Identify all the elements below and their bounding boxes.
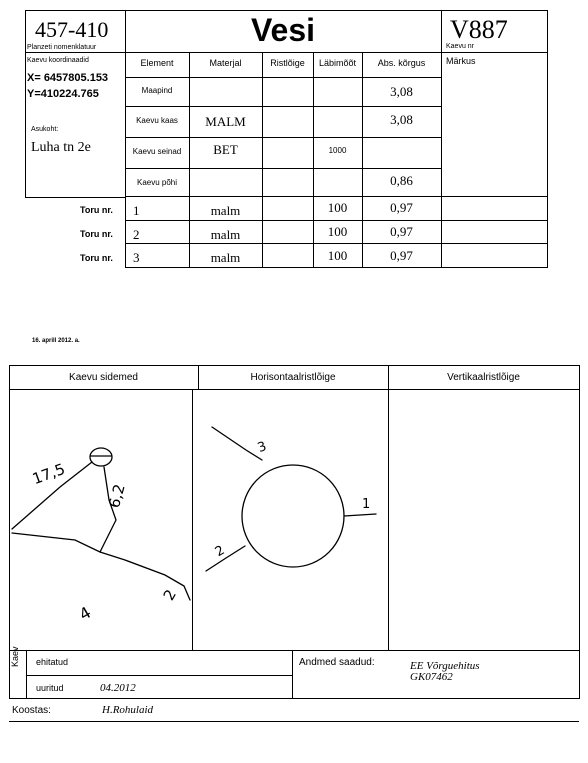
well-id: V887: [450, 15, 508, 44]
pipe-nr: 3: [133, 250, 140, 265]
page-title: Vesi: [250, 12, 316, 48]
annotation-length: 17,5: [29, 459, 68, 489]
sheet-number: 457-410: [35, 17, 109, 42]
col-header-element: Element: [140, 58, 174, 68]
annotation-pipe: 3: [255, 439, 269, 456]
built-label: ehitatud: [36, 657, 69, 667]
surveyed-label: uuritud: [36, 683, 64, 693]
well-id-caption: Kaevu nr: [446, 43, 475, 50]
col-header-notes: Märkus: [446, 56, 476, 66]
pipe-diameter: 100: [327, 248, 348, 263]
pipe-nr: 2: [133, 227, 140, 242]
pipe-height: 0,97: [390, 200, 413, 215]
location-label: Asukoht:: [31, 126, 59, 133]
row-element: Maapind: [141, 86, 173, 95]
pipe-material: malm: [210, 203, 241, 218]
pipe-label: Toru nr.: [80, 253, 113, 263]
coords-label: Kaevu koordinaadid: [27, 57, 89, 64]
sheet-caption: Planzeti nomenklatuur: [27, 44, 97, 51]
row-height: 0,86: [390, 173, 413, 188]
coord-y: Y=410224.765: [27, 88, 99, 100]
pipe-material: malm: [210, 250, 241, 265]
coord-x: X= 6457805.153: [27, 72, 109, 84]
col-header-material: Materjal: [209, 58, 242, 68]
compiled-value: H.Rohulaid: [102, 704, 154, 716]
pipe-nr: 1: [133, 203, 140, 218]
row-height: 3,08: [390, 84, 413, 99]
panel-title-connections: Kaevu sidemed: [69, 372, 138, 383]
pipe-material: malm: [210, 227, 241, 242]
data-source-value: EE Võrguehitus: [410, 660, 480, 672]
pipe-height: 0,97: [390, 224, 413, 239]
document-date: 16. aprill 2012. a.: [32, 338, 80, 344]
pipe-diameter: 100: [327, 200, 348, 215]
well-section-circle: [242, 465, 344, 567]
pipe-diameter: 100: [327, 224, 348, 239]
row-material: MALM: [205, 114, 246, 129]
row-height: 3,08: [390, 112, 413, 127]
panel-title-horizontal: Horisontaalristlõige: [250, 372, 336, 383]
row-material: BET: [213, 142, 238, 157]
annotation-length: 6,2: [105, 482, 129, 510]
row-element: Kaevu seinad: [132, 147, 182, 156]
compiled-label: Koostas:: [12, 705, 51, 716]
row-element: Kaevu kaas: [136, 116, 178, 125]
row-element: Kaevu põhi: [136, 178, 178, 187]
pipe-line-1-section: [344, 514, 376, 516]
pipe-line-2-section: [206, 546, 245, 571]
location-value: Luha tn 2e: [31, 140, 91, 155]
col-header-section: Ristlõige: [270, 58, 305, 68]
col-header-diameter: Läbimõõt: [318, 58, 357, 68]
data-source-label: Andmed saadud:: [299, 657, 375, 668]
panel-title-vertical: Vertikaalristlõige: [447, 372, 520, 383]
manhole-icon: [90, 448, 112, 466]
well-side-label: Kaev: [10, 646, 20, 667]
annotation-pipe: 2: [159, 586, 180, 604]
col-header-height: Abs. kõrgus: [377, 58, 426, 68]
row-diameter: 1000: [328, 146, 347, 155]
annotation-pipe: 1: [362, 497, 371, 512]
annotation-pipe: 4: [75, 602, 95, 625]
data-source-code: GK07462: [410, 671, 453, 683]
pipe-line-2: [12, 467, 116, 552]
pipe-line-3-section: [212, 427, 262, 460]
annotation-pipe: 2: [212, 542, 228, 561]
surveyed-value: 04.2012: [100, 682, 136, 694]
pipe-label: Toru nr.: [80, 205, 113, 215]
pipe-label: Toru nr.: [80, 229, 113, 239]
pipe-height: 0,97: [390, 248, 413, 263]
